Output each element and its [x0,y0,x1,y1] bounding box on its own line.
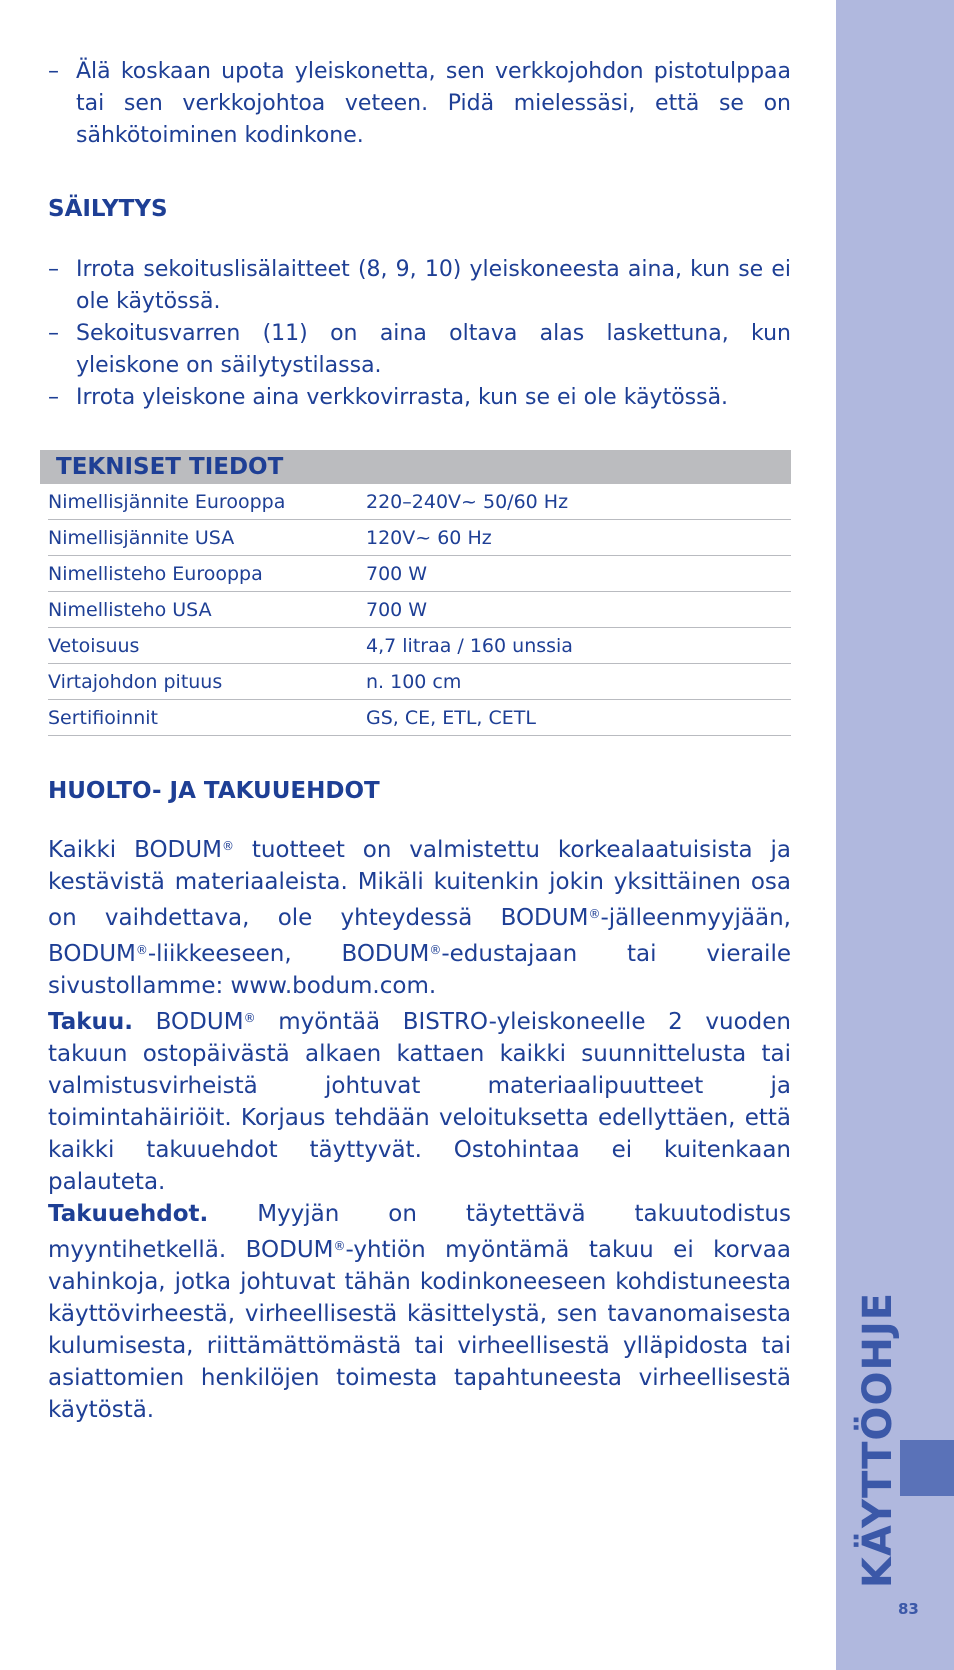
service-heading: HUOLTO- JA TAKUUEHDOT [48,778,380,804]
page-number: 83 [898,1600,919,1618]
intro-list [48,56,791,152]
list-item: – Irrota sekoituslisälaitteet (8, 9, 10) yleiskoneesta aina, kun se ei ole käytössä. [48,257,791,314]
specs-heading: TEKNISET TIEDOT [40,450,791,484]
warranty-paragraph: Takuu. BODUM® myöntää BISTRO-yleiskoneelle 2 vuoden takuun ostopäivästä alkaen kattaen kaikki suunnittelusta tai valmistusvirheistä johtuvat materiaalipuutteet ja toimintahäiriöit. Korjaus tehdään veloituksetta edellyttäen, että kaikki takuuehdot täyttyvät. Ostohintaa ei kuitenkaan palauteta. [48,1009,791,1195]
warranty-terms-paragraph: Takuuehdot. Myyjän on täytettävä takuutodistus myyntihetkellä. BODUM®-yhtiön myöntämä takuu ei korvaa vahinkoja, jotka johtuvat tähän kodinkoneeseen kohdistuneesta käyttövirheestä, virheellisestä käsittelystä, sen tavanomaisesta kulumisesta, riittämättömästä tai virheellisestä ylläpidosta tai asiattomien henkilöjen toimesta tapahtuneesta virheellisestä käytöstä. [48,1201,791,1423]
list-item: – Älä koskaan upota yleiskonetta, sen verkkojohdon pistotulppaa tai sen verkkojohtoa veteen. Pidä mielessäsi, että se on sähkötoiminen kodinkone. [48,59,791,148]
table-row: Nimellisjännite Eurooppa 220–240V~ 50/60 Hz [48,484,791,520]
list-item: – Sekoitusvarren (11) on aina oltava alas laskettuna, kun yleiskone on säilytystilassa. [48,321,791,378]
section-side-title: KÄYTTÖOHJE [855,1291,901,1589]
table-row: Nimellisteho USA 700 W [48,592,791,628]
specs-table [48,484,791,736]
list-item: – Irrota yleiskone aina verkkovirrasta, kun se ei ole käytössä. [48,385,729,410]
side-tab-marker [900,1440,954,1496]
table-row: Vetoisuus 4,7 litraa / 160 unssia [48,628,791,664]
table-row: Virtajohdon pituus n. 100 cm [48,664,791,700]
service-paragraph: Kaikki BODUM® tuotteet on valmistettu korkealaatuisista ja kestävistä materiaaleista. Mikäli kuitenkin jokin yksittäinen osa on vaihdettava, ole yhteydessä BODUM®-jälleenmyyjään, BODUM®-liikkeeseen, BODUM®-edustajaan tai vieraile sivustollamme: www.bodum.com. [48,837,792,999]
storage-list [48,254,791,414]
table-row: Nimellisteho Eurooppa 700 W [48,556,791,592]
table-row: Nimellisjännite USA 120V~ 60 Hz [48,520,791,556]
table-row: Sertifioinnit GS, CE, ETL, CETL [48,700,791,736]
storage-heading: SÄILYTYS [48,196,168,222]
main-content [48,56,791,1426]
